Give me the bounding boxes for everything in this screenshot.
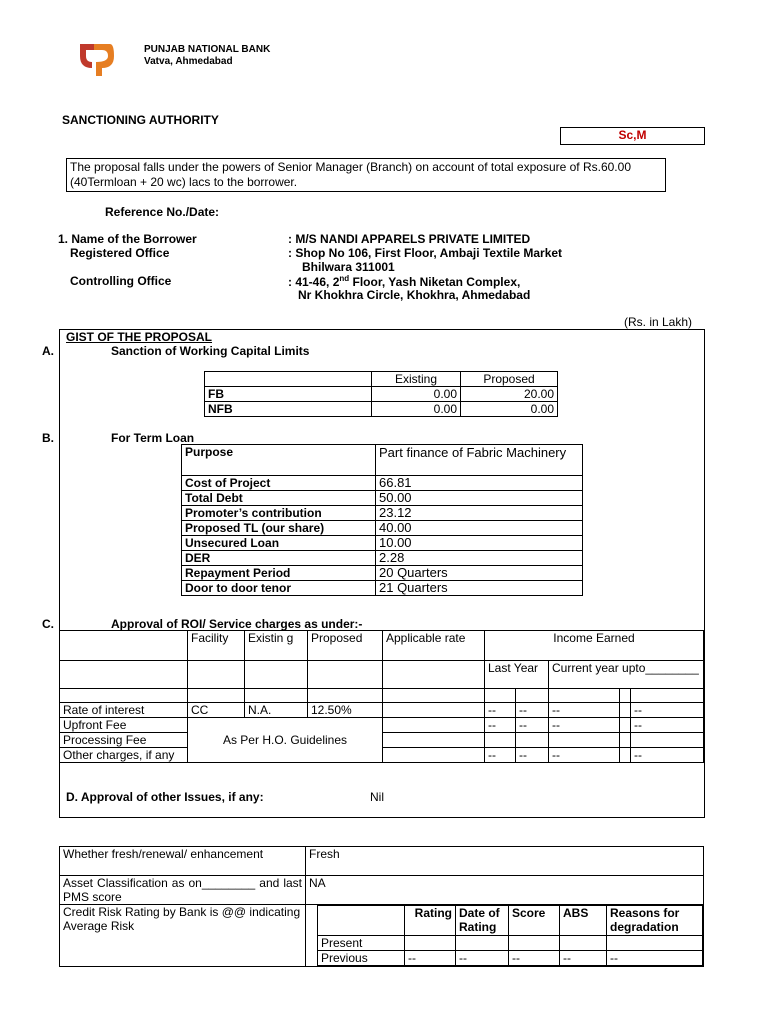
roi-header-last-year: Last Year	[485, 661, 549, 689]
roi-cell	[620, 733, 631, 748]
fresh-label: Whether fresh/renewal/ enhancement	[60, 847, 306, 876]
roi-cell	[383, 718, 485, 733]
section-c-letter: C.	[42, 617, 54, 631]
fresh-value: Fresh	[306, 847, 704, 876]
crr-cell	[607, 936, 703, 951]
wc-row-existing: 0.00	[372, 402, 461, 417]
table-row	[205, 402, 558, 417]
roi-cell	[631, 689, 704, 703]
crr-previous-label: Previous	[318, 951, 405, 966]
controlling-office-line1: : 41-46, 2nd Floor, Yash Niketan Complex,	[288, 274, 521, 289]
roi-cell: --	[485, 718, 516, 733]
controlling-office-line2: Nr Khokhra Circle, Khokhra, Ahmedabad	[298, 288, 531, 302]
wc-row-proposed: 0.00	[461, 402, 558, 417]
ho-guidelines: As Per H.O. Guidelines	[188, 718, 383, 763]
wc-header-blank	[205, 372, 372, 387]
crr-cell	[456, 936, 509, 951]
roi-header-facility: Facility	[188, 631, 245, 661]
tl-row-label: Proposed TL (our share)	[182, 521, 376, 536]
crr-table	[317, 905, 703, 966]
controlling-office-label: Controlling Office	[70, 274, 172, 288]
bank-branch: Vatva, Ahmedabad	[144, 56, 233, 67]
crr-header-blank	[318, 906, 405, 936]
roi-cell	[631, 733, 704, 748]
roi-cell	[308, 661, 383, 689]
table-row	[182, 551, 583, 566]
table-row	[60, 703, 704, 718]
roi-cell: --	[631, 718, 704, 733]
roi-cell	[308, 689, 383, 703]
roi-cell: --	[516, 718, 549, 733]
table-row	[205, 387, 558, 402]
registered-office-line1: : Shop No 106, First Floor, Ambaji Textile Market	[288, 246, 563, 260]
roi-cell	[620, 748, 631, 763]
roi-header-income: Income Earned	[485, 631, 704, 661]
crr-cell: --	[405, 951, 456, 966]
tl-row-value: 2.28	[376, 551, 583, 566]
section-d-label: D. Approval of other Issues, if any:	[66, 790, 264, 804]
roi-cell	[245, 661, 308, 689]
roi-cell	[188, 661, 245, 689]
roi-cell: --	[485, 748, 516, 763]
roi-cell	[383, 748, 485, 763]
tl-row-label: Total Debt	[182, 491, 376, 506]
wc-header-proposed: Proposed	[461, 372, 558, 387]
table-row	[60, 718, 704, 733]
tl-row-label: Repayment Period	[182, 566, 376, 581]
processing-label: Processing Fee	[60, 733, 188, 748]
roi-cell	[620, 703, 631, 718]
tl-row-value: 10.00	[376, 536, 583, 551]
bottom-table	[59, 846, 704, 967]
crr-cell: --	[509, 951, 560, 966]
tl-row-label: Purpose	[182, 445, 376, 476]
asset-value: NA	[306, 876, 704, 905]
crr-cell	[560, 936, 607, 951]
table-row	[182, 566, 583, 581]
roi-label: Rate of interest	[60, 703, 188, 718]
section-d-value: Nil	[370, 790, 384, 804]
crr-cell: --	[560, 951, 607, 966]
wc-row-label: FB	[205, 387, 372, 402]
table-row	[318, 951, 703, 966]
wc-header-existing: Existing	[372, 372, 461, 387]
roi-cell	[516, 689, 549, 703]
tl-row-value: 23.12	[376, 506, 583, 521]
table-row	[60, 876, 704, 905]
crr-header-rating: Rating	[405, 906, 456, 936]
tl-row-label: Promoter’s contribution	[182, 506, 376, 521]
roi-cell	[188, 689, 245, 703]
table-row	[182, 581, 583, 596]
sanctioning-authority-box: Sc,M	[560, 127, 705, 145]
crr-header-score: Score	[509, 906, 560, 936]
roi-cell: --	[631, 748, 704, 763]
roi-header-applicable: Applicable rate	[383, 631, 485, 661]
wc-row-existing: 0.00	[372, 387, 461, 402]
roi-cell	[383, 703, 485, 718]
roi-cell: --	[485, 703, 516, 718]
roi-header-blank	[60, 631, 188, 661]
crr-cell	[405, 936, 456, 951]
roi-table	[59, 630, 704, 763]
roi-cell: --	[516, 703, 549, 718]
roi-proposed: 12.50%	[308, 703, 383, 718]
roi-cell	[60, 689, 188, 703]
tl-row-value: 40.00	[376, 521, 583, 536]
crr-header-date: Date of Rating	[456, 906, 509, 936]
table-row	[182, 521, 583, 536]
working-capital-table	[204, 371, 558, 417]
roi-cell	[485, 733, 516, 748]
crr-header-abs: ABS	[560, 906, 607, 936]
sanctioning-authority-label: SANCTIONING AUTHORITY	[62, 113, 219, 127]
roi-cell: --	[549, 703, 620, 718]
roi-header-existing: Existin g	[245, 631, 308, 661]
wc-row-proposed: 20.00	[461, 387, 558, 402]
bank-name: PUNJAB NATIONAL BANK	[144, 44, 271, 55]
table-row	[182, 491, 583, 506]
crr-cell: --	[456, 951, 509, 966]
roi-cell	[245, 689, 308, 703]
crr-cell: --	[607, 951, 703, 966]
section-b-letter: B.	[42, 431, 54, 445]
upfront-label: Upfront Fee	[60, 718, 188, 733]
roi-cell	[516, 733, 549, 748]
roi-cell	[620, 689, 631, 703]
crr-present-label: Present	[318, 936, 405, 951]
table-row	[182, 476, 583, 491]
tl-row-label: Door to door tenor	[182, 581, 376, 596]
roi-cell: --	[549, 718, 620, 733]
asset-label: Asset Classification as on________ and last PMS score	[60, 876, 306, 905]
roi-cell: --	[549, 748, 620, 763]
table-row	[182, 536, 583, 551]
tl-row-value: 20 Quarters	[376, 566, 583, 581]
roi-cell	[383, 733, 485, 748]
tl-row-value: 50.00	[376, 491, 583, 506]
tl-row-label: Cost of Project	[182, 476, 376, 491]
tl-row-label: Unsecured Loan	[182, 536, 376, 551]
borrower-name-label: 1. Name of the Borrower	[58, 232, 197, 246]
section-c-title: Approval of ROI/ Service charges as under:-	[111, 617, 363, 631]
table-row	[60, 847, 704, 876]
pnb-logo-icon	[74, 42, 116, 78]
roi-cell: --	[631, 703, 704, 718]
table-row	[60, 905, 704, 967]
section-a-letter: A.	[42, 344, 54, 358]
tl-row-value: 21 Quarters	[376, 581, 583, 596]
units-note: (Rs. in Lakh)	[624, 315, 693, 329]
section-b-title: For Term Loan	[111, 431, 195, 445]
borrower-name-value: : M/S NANDI APPARELS PRIVATE LIMITED	[288, 232, 531, 246]
table-row	[182, 445, 583, 476]
roi-cell	[485, 689, 516, 703]
term-loan-table	[181, 444, 583, 596]
roi-cell	[549, 733, 620, 748]
crr-header-reasons: Reasons for degradation	[607, 906, 703, 936]
tl-row-value: 66.81	[376, 476, 583, 491]
roi-facility: CC	[188, 703, 245, 718]
registered-office-line2: Bhilwara 311001	[302, 260, 395, 274]
section-a-title: Sanction of Working Capital Limits	[111, 344, 310, 358]
crr-label: Credit Risk Rating by Bank is @@ indicating Average Risk	[60, 905, 306, 967]
tl-row-label: DER	[182, 551, 376, 566]
roi-header-proposed: Proposed	[308, 631, 383, 661]
roi-cell	[383, 661, 485, 689]
bank-logo	[74, 42, 116, 78]
wc-row-label: NFB	[205, 402, 372, 417]
crr-cell	[509, 936, 560, 951]
roi-cell	[549, 689, 620, 703]
table-row	[182, 506, 583, 521]
crr-cell	[306, 905, 704, 967]
roi-cell: --	[516, 748, 549, 763]
reference-label: Reference No./Date:	[105, 205, 220, 219]
roi-cell	[620, 718, 631, 733]
other-charges-label: Other charges, if any	[60, 748, 188, 763]
table-row	[318, 936, 703, 951]
tl-row-value: Part finance of Fabric Machinery	[376, 445, 583, 476]
proposal-note: The proposal falls under the powers of Senior Manager (Branch) on account of total exposure of Rs.60.00 (40Termloan + 20 wc) lacs to the borrower.	[66, 158, 666, 192]
roi-existing: N.A.	[245, 703, 308, 718]
roi-cell	[60, 661, 188, 689]
registered-office-label: Registered Office	[70, 246, 170, 260]
gist-title: GIST OF THE PROPOSAL	[66, 330, 213, 344]
roi-header-current: Current year upto________	[549, 661, 704, 689]
roi-cell	[383, 689, 485, 703]
